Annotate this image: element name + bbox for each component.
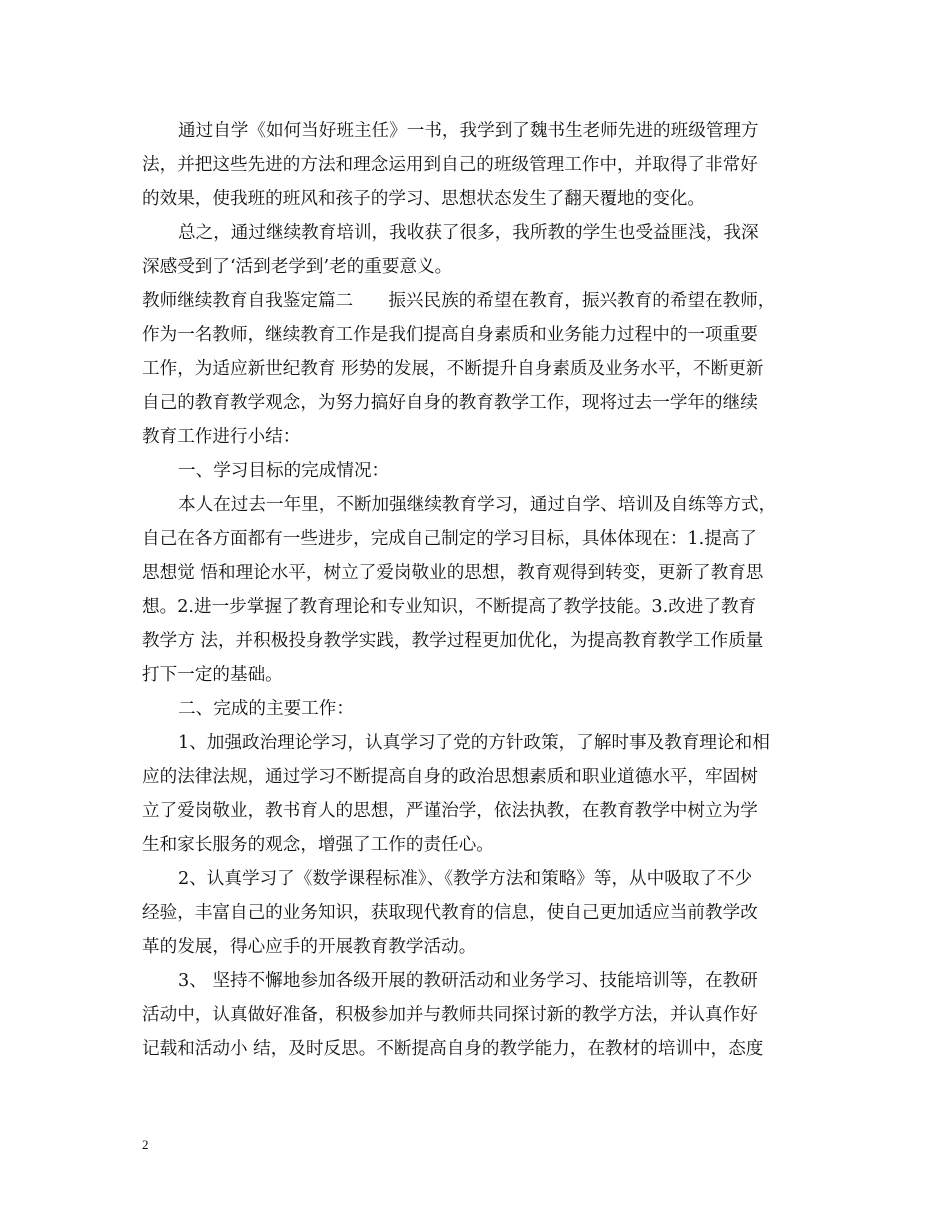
text-line: 2、认真学习了《数学课程标准》、《教学方法和策略》等，从中吸取了不少 xyxy=(178,869,753,889)
text-line: 教育工作进行小结： xyxy=(142,427,301,447)
text-line: 通过自学《如何当好班主任》一书，我学到了魏书生老师先进的班级管理方 xyxy=(178,121,759,141)
text-line: 教学方 法，并积极投身教学实践，教学过程更加优化，为提高教育教学工作质量 xyxy=(142,631,764,651)
text-line: 工作，为适应新世纪教育 形势的发展，不断提升自身素质及业务水平，不断更新 xyxy=(142,359,764,379)
text-line: 总之，通过继续教育培训，我收获了很多，我所教的学生也受益匪浅，我深 xyxy=(178,223,759,243)
text-line: 本人在过去一年里，不断加强继续教育学习，通过自学、培训及自练等方式， xyxy=(178,495,777,515)
text-line: 的效果，使我班的班风和孩子的学习、思想状态发生了翻天覆地的变化。 xyxy=(142,189,706,209)
section-heading-line: 教师继续教育自我鉴定篇二 振兴民族的希望在教育，振兴教育的希望在教师， xyxy=(142,291,776,311)
text-line: 法，并把这些先进的方法和理念运用到自己的班级管理工作中，并取得了非常好 xyxy=(142,155,758,175)
text-line: 思想觉 悟和理论水平，树立了爱岗敬业的思想，教育观得到转变，更新了教育思 xyxy=(142,563,764,583)
subheading-line: 二、完成的主要工作： xyxy=(178,699,354,719)
text-line: 3、 坚持不懈地参加各级开展的教研活动和业务学习、技能培训等，在教研 xyxy=(178,971,758,991)
text-line: 打下一定的基础。 xyxy=(142,665,283,685)
text-line: 深感受到了‘活到老学到’老的重要意义。 xyxy=(142,257,453,277)
text-line: 作为一名教师，继续教育工作是我们提高自身素质和业务能力过程中的一项重要 xyxy=(142,325,758,345)
text-line: 生和家长服务的观念，增强了工作的责任心。 xyxy=(142,835,494,855)
text-line: 想。2.进一步掌握了教育理论和专业知识，不断提高了教学技能。3.改进了教育 xyxy=(142,597,757,617)
body-text xyxy=(142,114,810,1066)
text-line: 自己在各方面都有一些进步，完成自己制定的学习目标，具体体现在：1.提高了 xyxy=(142,529,757,549)
subheading-line: 一、学习目标的完成情况： xyxy=(178,461,390,481)
text-line: 应的法律法规，通过学习不断提高自身的政治思想素质和职业道德水平，牢固树 xyxy=(142,767,758,787)
text-line: 1、加强政治理论学习，认真学习了党的方针政策，了解时事及教育理论和相 xyxy=(178,733,770,753)
text-line: 记载和活动小 结，及时反思。不断提高自身的教学能力，在教材的培训中，态度 xyxy=(142,1039,764,1059)
text-line: 立了爱岗敬业，教书育人的思想，严谨治学，依法执教，在教育教学中树立为学 xyxy=(142,801,758,821)
page-number: 2 xyxy=(142,1137,149,1152)
text-line: 自己的教育教学观念，为努力搞好自身的教育教学工作，现将过去一学年的继续 xyxy=(142,393,758,413)
text-line: 经验，丰富自己的业务知识，获取现代教育的信息，使自己更加适应当前教学改 xyxy=(142,903,758,923)
text-line: 革的发展，得心应手的开展教育教学活动。 xyxy=(142,937,477,957)
text-line: 活动中，认真做好准备，积极参加并与教师共同探讨新的教学方法，并认真作好 xyxy=(142,1005,758,1025)
